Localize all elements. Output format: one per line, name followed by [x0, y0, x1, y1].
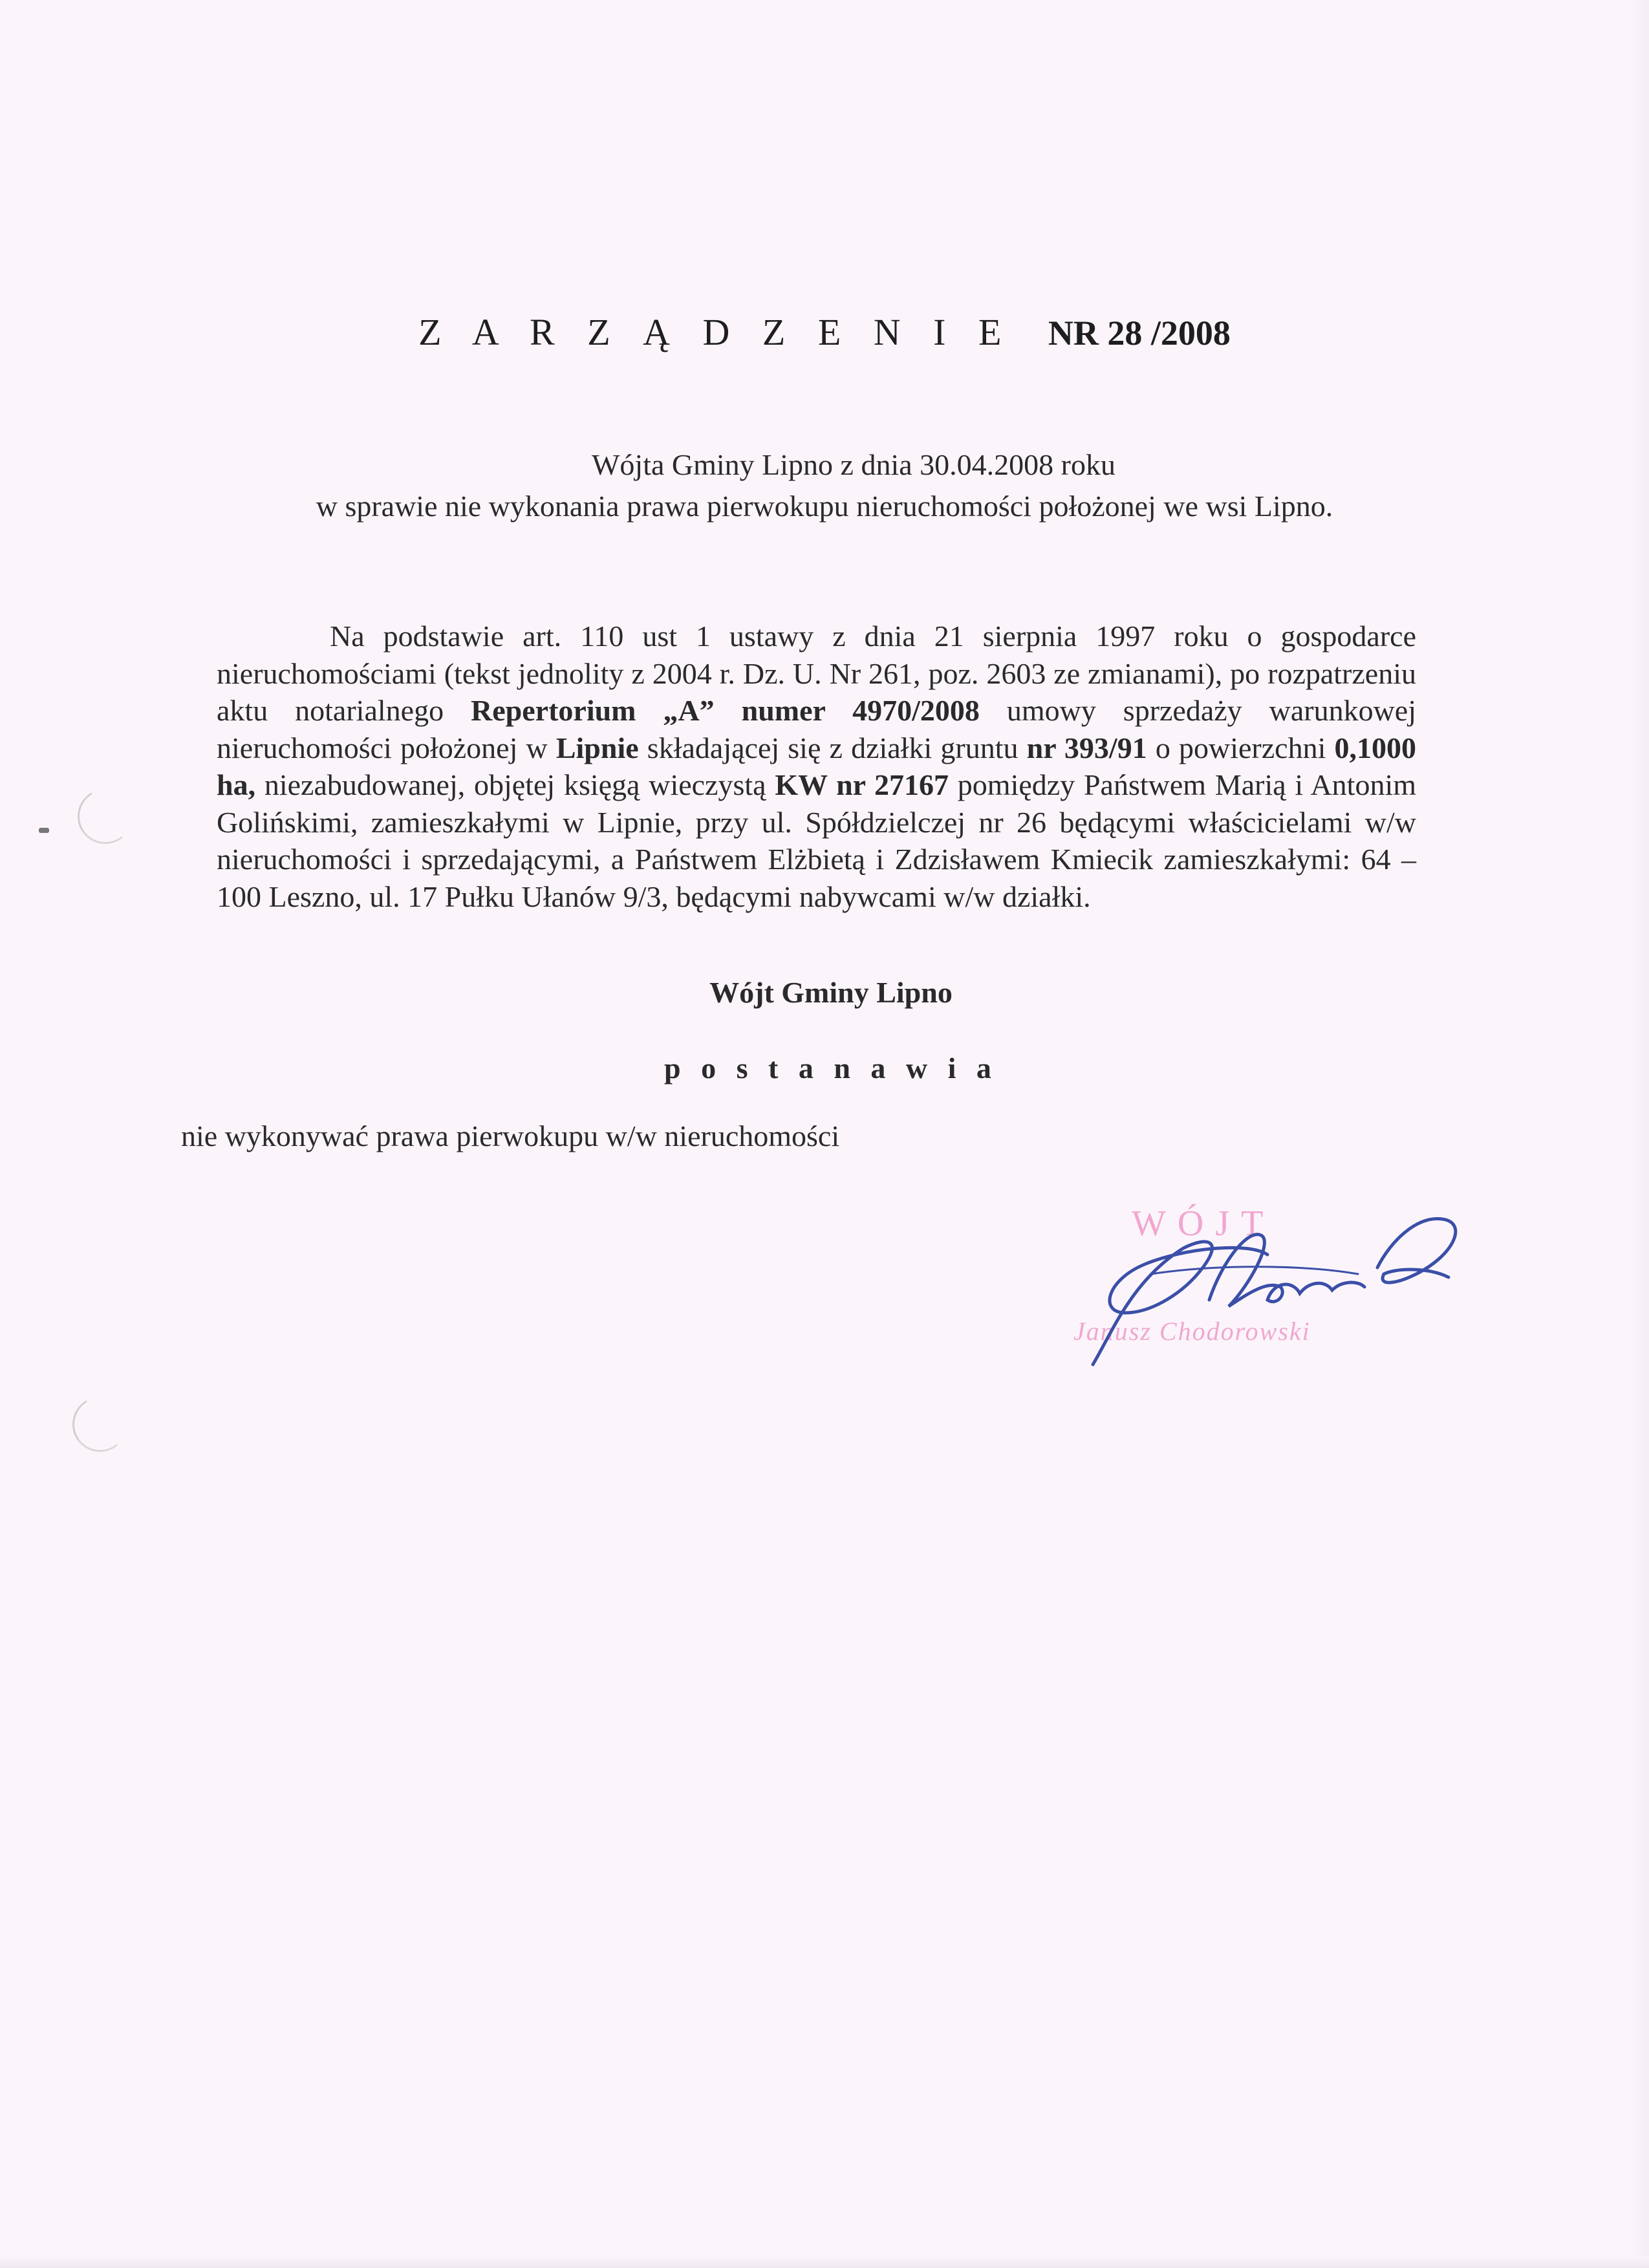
body-text-2: umowy sprzedaży warunkowej nieruchomości położonej w: [217, 694, 1417, 764]
page-edge-bottom: [0, 2256, 1649, 2268]
scan-mark: [39, 828, 49, 833]
body-bold-repertorium: Repertorium „A” numer 4970/2008: [471, 694, 980, 727]
body-bold-area: 0,1000 ha,: [217, 731, 1416, 801]
body-bold-kw-number: KW nr 27167: [775, 768, 949, 801]
punch-hole-mark: [73, 784, 136, 848]
body-text-6: pomiędzy Państwem Marią i Antonim Golińskimi, zamieszkałymi w Lipnie, przy ul. Spółdzielczej nr 26 będącymi właścicielami w/w nieruchomości i sprzedającymi, a Państwem Elżbietą i Zdzisławem Kmiecik zamieszkałymi: 64 – 100 Leszno, ul. 17 Pułku Ułanów 9/3, będącymi nabywcami w/w działki.: [217, 768, 1417, 913]
official-stamp-signature: [1054, 1203, 1481, 1377]
stamp-name: Janusz Chodorowski: [1073, 1317, 1311, 1346]
title-word: Z A R Z Ą D Z E N I E: [418, 311, 1013, 353]
document-title: [0, 310, 1649, 354]
stamp-title: WÓJT: [1132, 1204, 1275, 1244]
resolves-heading: p o s t a n a w i a: [664, 1052, 998, 1085]
body-paragraph: [217, 618, 1416, 915]
authority-heading: Wójt Gminy Lipno: [709, 976, 953, 1009]
body-text-3: składającej się z działki gruntu: [638, 731, 1027, 764]
page-edge-right: [1630, 0, 1649, 2268]
body-text-4: o powierzchni: [1147, 731, 1335, 764]
decision-text: nie wykonywać prawa pierwokupu w/w nieruchomości: [181, 1119, 840, 1152]
title-number: NR 28 /2008: [1048, 314, 1231, 352]
handwritten-signature: [1054, 1203, 1481, 1377]
body-text-1: Na podstawie art. 110 ust 1 ustawy z dnia 21 sierpnia 1997 roku o gospodarce nieruchomościami (tekst jednolity z 2004 r. Dz. U. Nr 261, poz. 2603 ze zmianami), po rozpatrzeniu aktu notarialnego: [217, 620, 1416, 727]
subtitle-issuer-date: Wójta Gminy Lipno z dnia 30.04.2008 roku: [592, 448, 1116, 481]
subtitle-subject: w sprawie nie wykonania prawa pierwokupu nieruchomości położonej we wsi Lipno.: [316, 490, 1333, 523]
body-bold-lipnie: Lipnie: [555, 731, 639, 764]
body-text-5: niezabudowanej, objętej księgą wieczystą: [255, 768, 775, 801]
punch-hole-mark: [68, 1392, 131, 1456]
body-bold-plot-number: nr 393/91: [1026, 731, 1147, 764]
